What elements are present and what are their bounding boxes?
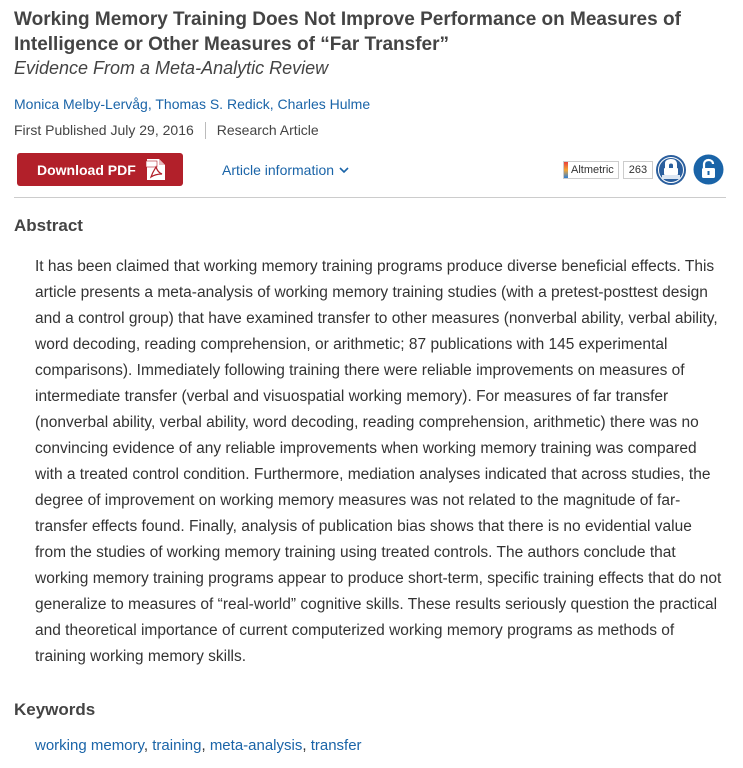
keywords-heading: Keywords: [14, 700, 96, 719]
altmetric-logo: [563, 161, 619, 179]
keyword-link[interactable]: working memory: [35, 737, 144, 754]
keyword-list: [35, 736, 362, 756]
download-pdf-button[interactable]: [17, 153, 183, 186]
section-divider: [14, 197, 726, 198]
altmetric-label: Altmetric: [571, 164, 614, 176]
abstract-text: It has been claimed that working memory training programs produce diverse beneficial effects. This article presents a meta-analysis of working memory training studies (with a pretest-posttest design and a control group) that have examined transfer to other measures (nonverbal ability, verbal ability, word decoding, reading comprehension, or arithmetic; 87 publications with 145 experimental comparisons). Immediately following training there were reliable improvements on measures of intermediate transfer (verbal and visuospatial working memory). For measures of far transfer (nonverbal ability, verbal ability, word decoding, reading comprehension, arithmetic) there was no convincing evidence of any reliable improvements when working memory training was compared with a treated control condition. Furthermore, mediation analyses indicated that across studies, the degree of improvement on working memory measures was not related to the magnitude of far-transfer effects found. Finally, analysis of publication bias shows that there is no evidential value from the studies of working memory training using treated controls. The authors conclude that working memory training programs appear to produce short-term, specific training effects that do not generalize to measures of “real-world” cognitive skills. These results seriously question the practical and theoretical importance of current computerized working memory programs as methods of training working memory skills.: [35, 258, 722, 665]
meta-divider: [205, 122, 206, 139]
pdf-file-icon: [146, 158, 166, 184]
author-list: [14, 95, 370, 113]
article-title: Working Memory Training Does Not Improve Performance on Measures of Intelligence or Other Measures of “Far Transfer”: [14, 9, 681, 55]
author-link[interactable]: Thomas S. Redick: [155, 96, 270, 112]
keyword-separator: ,: [201, 737, 210, 754]
publication-meta: [14, 121, 319, 139]
author-separator: ,: [147, 96, 156, 112]
author-link[interactable]: Charles Hulme: [277, 96, 371, 112]
abstract-heading: Abstract: [14, 216, 83, 235]
crossmark-icon[interactable]: [655, 154, 687, 186]
open-access-lock-icon[interactable]: [693, 154, 724, 185]
publication-date: First Published July 29, 2016: [14, 122, 194, 138]
article-subtitle: Evidence From a Meta-Analytic Review: [14, 58, 329, 78]
altmetric-score: 263: [623, 161, 653, 179]
altmetric-donut-icon: [564, 162, 568, 178]
chevron-down-icon: [339, 167, 349, 174]
author-link[interactable]: Monica Melby-Lervåg: [14, 96, 148, 112]
article-information-label: Article information: [222, 162, 335, 178]
keyword-link[interactable]: meta-analysis: [209, 737, 303, 754]
keyword-link[interactable]: transfer: [310, 737, 362, 754]
keyword-link[interactable]: training: [152, 737, 202, 754]
keyword-separator: ,: [143, 737, 153, 754]
article-information-toggle[interactable]: [222, 161, 349, 179]
author-separator: ,: [269, 96, 278, 112]
download-pdf-label: Download PDF: [37, 161, 136, 178]
article-type: Research Article: [216, 122, 319, 138]
keyword-separator: ,: [302, 737, 311, 754]
altmetric-badge[interactable]: [563, 160, 653, 180]
